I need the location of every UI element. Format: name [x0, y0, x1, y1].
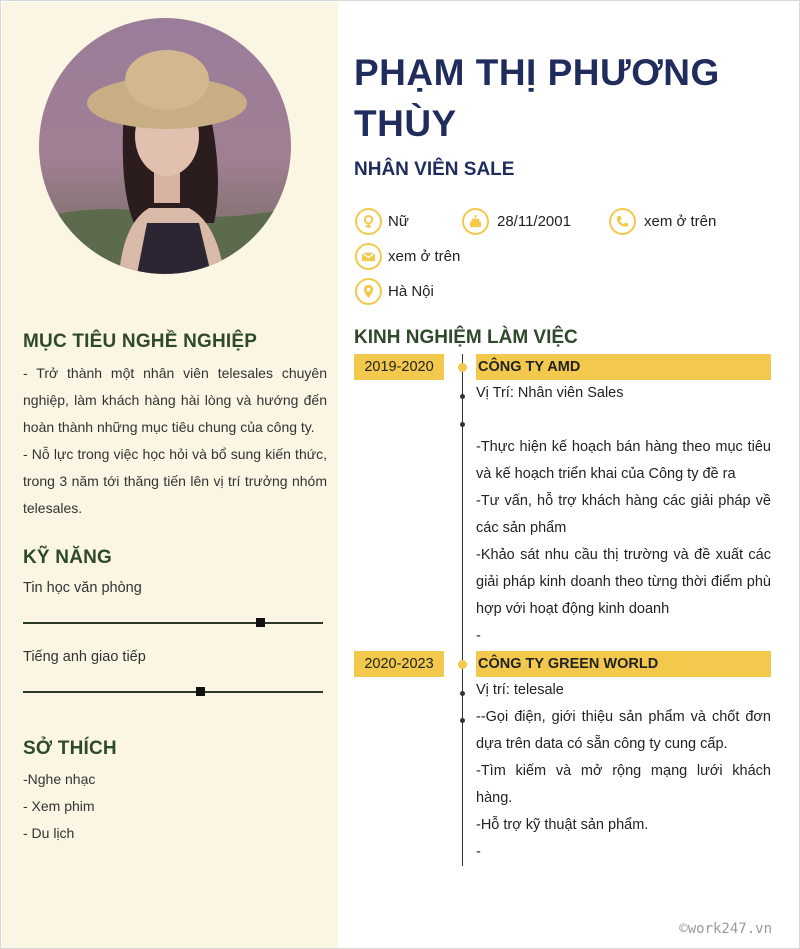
experience-heading: KINH NGHIỆM LÀM VIỆC — [354, 327, 578, 348]
objective-line: - Nỗ lực trong việc học hỏi và bổ sung kiến thức, trong 3 năm tới thăng tiến lên vị trí trưởng nhóm telesales. — [23, 446, 327, 516]
cake-icon — [462, 208, 489, 235]
watermark: ©work247.vn — [679, 921, 772, 937]
hobby-item: - Du lịch — [23, 825, 75, 841]
candidate-name: PHẠM THỊ PHƯƠNG THÙY — [354, 52, 720, 144]
skill-label: Tin học văn phòng — [23, 580, 142, 596]
job-description — [476, 704, 771, 866]
job-role: Vị trí: telesale — [476, 682, 564, 698]
skill-bar — [23, 622, 323, 624]
phone-value: xem ở trên — [644, 213, 717, 230]
job-period: 2020-2023 — [354, 651, 444, 677]
birthday-value: 28/11/2001 — [497, 213, 571, 230]
gender-icon — [355, 208, 382, 235]
email-info — [355, 243, 460, 270]
timeline-dot — [458, 363, 467, 372]
skill-label: Tiếng anh giao tiếp — [23, 649, 146, 665]
job-detail: -Khảo sát nhu cầu thị trường và đề xuất các giải pháp kinh doanh theo từng thời điểm phù hợp với hoạt động kinh doanh — [476, 547, 771, 617]
avatar — [39, 18, 291, 274]
company-name: CÔNG TY AMD — [476, 354, 771, 380]
job-role: Vị Trí: Nhân viên Sales — [476, 385, 624, 401]
company-name: CÔNG TY GREEN WORLD — [476, 651, 771, 677]
gender-info — [355, 208, 409, 235]
map-pin-icon — [355, 278, 382, 305]
timeline-line — [462, 354, 463, 866]
address-value: Hà Nội — [388, 283, 434, 300]
skill-level-marker — [256, 618, 265, 627]
job-period: 2019-2020 — [354, 354, 444, 380]
timeline-dot — [460, 691, 465, 696]
hobbies-heading: SỞ THÍCH — [23, 738, 117, 759]
job-detail: -Tìm kiếm và mở rộng mạng lưới khách hàng. — [476, 763, 771, 806]
hobby-item: - Xem phim — [23, 798, 95, 814]
phone-icon — [609, 208, 636, 235]
birthday-info — [462, 208, 571, 235]
timeline-dot — [460, 422, 465, 427]
avatar-photo — [39, 18, 291, 274]
gender-value: Nữ — [388, 213, 409, 230]
job-detail: - — [476, 628, 481, 644]
mail-icon — [355, 243, 382, 270]
sidebar — [2, 2, 338, 948]
job-detail: --Gọi điện, giới thiệu sản phẩm và chốt đơn dựa trên data có sẵn công ty cung cấp. — [476, 709, 771, 752]
job-detail: -Tư vấn, hỗ trợ khách hàng các giải pháp về các sản phẩm — [476, 493, 771, 536]
hobby-item: -Nghe nhạc — [23, 771, 96, 787]
timeline-dot — [458, 660, 467, 669]
objective-line: - Trở thành một nhân viên telesales chuyên nghiệp, làm khách hàng hài lòng và hướng đến hoàn thành những mục tiêu chung của công ty. — [23, 365, 327, 435]
timeline-dot — [460, 394, 465, 399]
job-detail: -Thực hiện kế hoạch bán hàng theo mục tiêu và kế hoạch triển khai của Công ty đề ra — [476, 439, 771, 482]
skill-level-marker — [196, 687, 205, 696]
objective-heading: MỤC TIÊU NGHỀ NGHIỆP — [23, 331, 258, 352]
skill-bar — [23, 691, 323, 693]
job-description — [476, 434, 771, 650]
job-detail: - — [476, 844, 481, 860]
address-info — [355, 278, 434, 305]
timeline-dot — [460, 718, 465, 723]
email-value: xem ở trên — [388, 248, 461, 265]
job-title: NHÂN VIÊN SALE — [354, 159, 515, 180]
skills-heading: KỸ NĂNG — [23, 547, 113, 568]
job-detail: -Hỗ trợ kỹ thuật sản phẩm. — [476, 817, 649, 833]
phone-info — [609, 208, 716, 235]
objective-text — [23, 360, 327, 522]
